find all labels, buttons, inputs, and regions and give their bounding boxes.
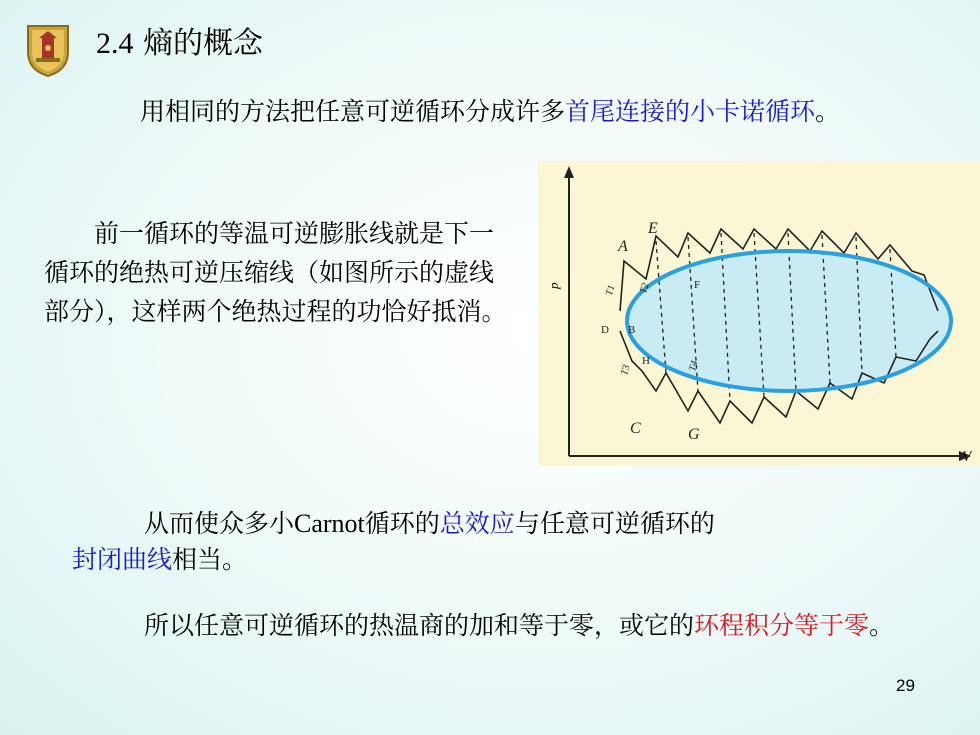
label-B: B [628, 324, 636, 336]
label-A: A [618, 238, 628, 255]
label-T4: T4 [687, 359, 701, 373]
intro-text: 用相同的方法把任意可逆循环分成许多 [140, 97, 566, 126]
section-number: 2.4 [96, 27, 134, 60]
effect-text-3: 与任意可逆循环的 [514, 509, 715, 538]
label-T1: T1 [604, 283, 618, 297]
effect-latin: Carnot [294, 509, 365, 538]
effect-text-1: 从而使众多小 [144, 509, 295, 538]
axis-x-label: V [962, 449, 972, 465]
slide-title [96, 22, 263, 66]
carnot-cycle-diagram [538, 161, 980, 466]
university-logo [22, 22, 74, 78]
label-T3: T3 [619, 363, 633, 377]
label-G: G [688, 426, 700, 443]
intro-highlight: 首尾连接的小卡诺循环 [565, 97, 816, 126]
effect-highlight-1: 总效应 [439, 509, 515, 538]
effect-text-2: 循环的 [364, 509, 440, 538]
effect-highlight-2: 封闭曲线 [72, 545, 173, 574]
effect-text-4: 相当。 [172, 545, 248, 574]
intro-end: 。 [815, 97, 841, 126]
label-E: E [648, 220, 658, 237]
page-number: 29 [896, 676, 915, 695]
axis-y-label: p [546, 282, 561, 289]
paragraph-effect [72, 506, 932, 578]
label-H: H [642, 355, 650, 367]
label-C: C [630, 420, 641, 437]
section-title: 熵的概念 [143, 26, 264, 61]
explanation-text: 前一循环的等温可逆膨胀线就是下一循环的绝热可逆压缩线（如图所示的虚线部分），这样两个绝热过程的功恰好抵消。 [44, 219, 507, 326]
label-D: D [601, 324, 609, 336]
paragraph-intro [72, 94, 932, 130]
conclusion-end: 。 [869, 611, 895, 640]
paragraph-conclusion [72, 608, 932, 644]
label-F: F [694, 279, 701, 291]
paragraph-explanation [44, 214, 514, 331]
conclusion-text: 所以任意可逆循环的热温商的加和等于零，或它的 [144, 611, 695, 640]
label-T2: T2 [638, 281, 652, 295]
conclusion-highlight: 环程积分等于零 [694, 611, 870, 640]
